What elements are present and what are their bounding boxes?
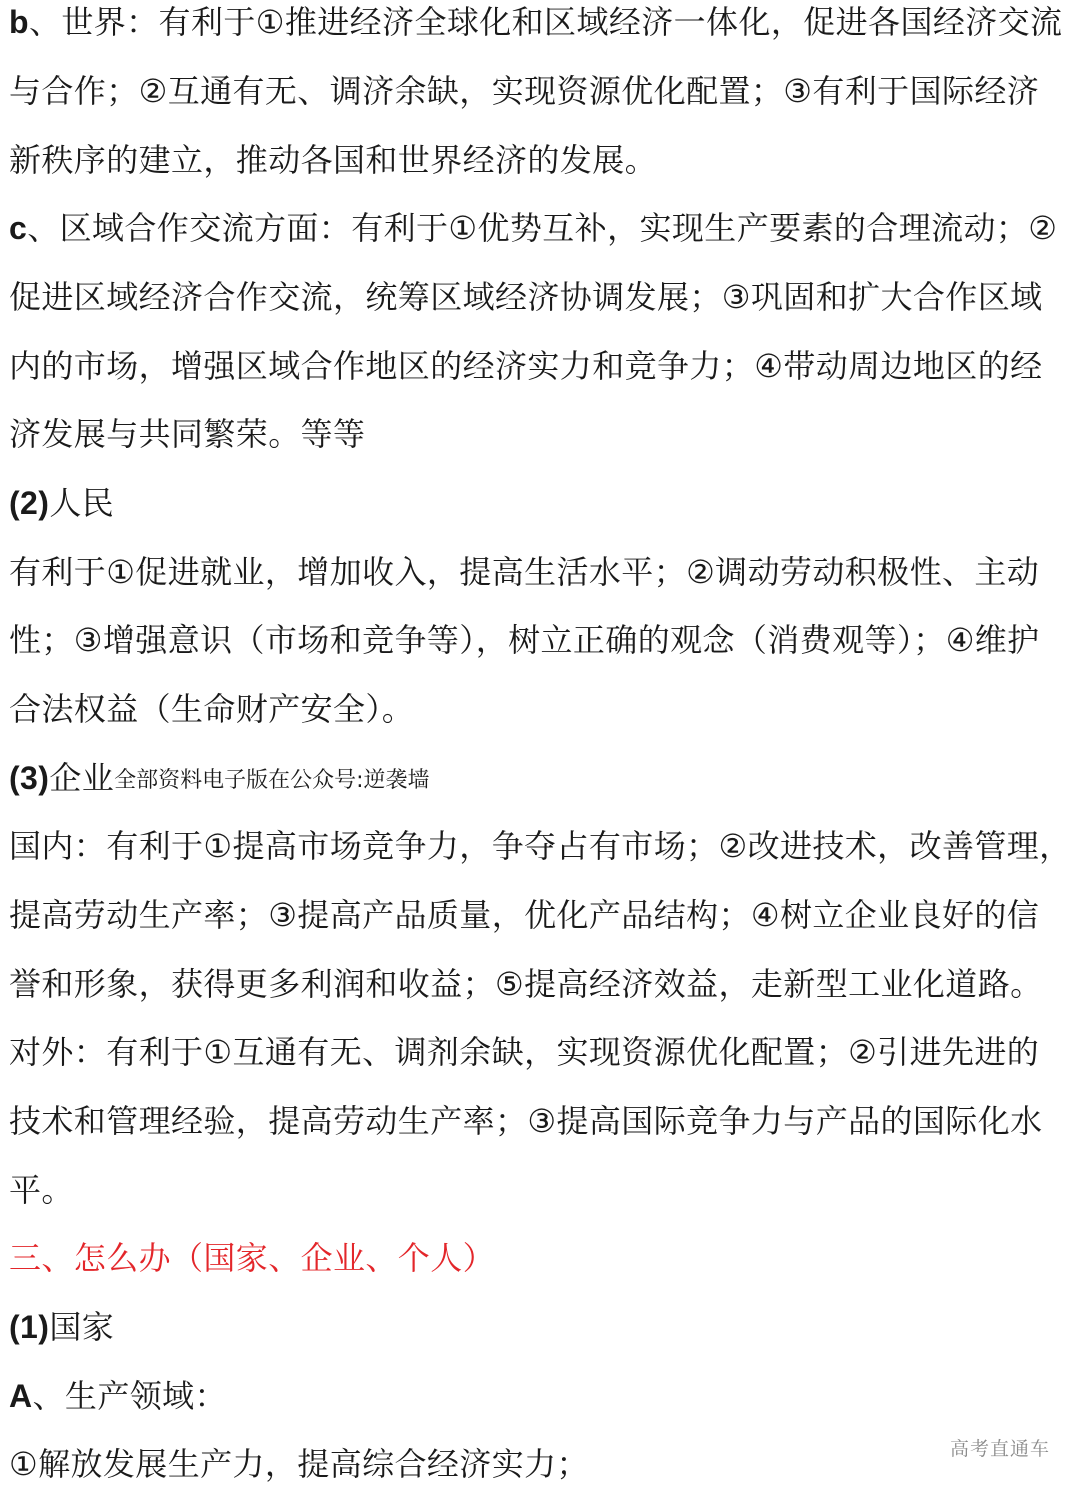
world-label: b	[9, 4, 29, 40]
enterprise-foreign-line-1: 对外：有利于①互通有无、调剂余缺，实现资源优化配置；②引进先进的	[9, 1033, 1040, 1071]
watermark-text: 高考直通车	[949, 1438, 1050, 1460]
people-num: (2)	[9, 485, 50, 521]
nation-num: (1)	[9, 1309, 50, 1345]
regional-line-3: 内的市场，增强区域合作地区的经济实力和竞争力；④带动周边地区的经	[9, 347, 1043, 385]
enterprise-note: 全部资料电子版在公众号:逆袭墙	[114, 768, 430, 793]
production-heading	[9, 1376, 227, 1416]
nation-heading	[9, 1307, 114, 1347]
people-title: 人民	[49, 484, 115, 522]
production-title: 、生产领域：	[32, 1377, 227, 1415]
regional-line-4: 济发展与共同繁荣。等等	[9, 415, 366, 453]
section-heading-what-to-do: 三、怎么办（国家、企业、个人）	[9, 1239, 496, 1277]
enterprise-domestic-line-1: 国内：有利于①提高市场竞争力，争夺占有市场；②改进技术，改善管理，	[9, 827, 1072, 865]
world-line-3: 新秩序的建立，推动各国和世界经济的发展。	[9, 141, 658, 179]
production-item-1: ①解放发展生产力，提高综合经济实力；	[9, 1445, 589, 1483]
production-label: A	[9, 1378, 33, 1414]
enterprise-num: (3)	[9, 760, 50, 796]
nation-title: 国家	[49, 1308, 115, 1346]
enterprise-domestic-line-3: 誉和形象，获得更多利润和收益；⑤提高经济效益，走新型工业化道路。	[9, 965, 1043, 1003]
people-heading	[9, 483, 114, 523]
people-line-2: 性；③增强意识（市场和竞争等），树立正确的观念（消费观等）；④维护	[9, 621, 1040, 659]
people-line-3: 合法权益（生命财产安全）。	[9, 690, 415, 728]
enterprise-domestic-line-2: 提高劳动生产率；③提高产品质量，优化产品结构；④树立企业良好的信	[9, 896, 1040, 934]
enterprise-foreign-line-3: 平。	[9, 1171, 74, 1209]
world-line-1: b、世界：有利于①推进经济全球化和区域经济一体化，促进各国经济交流	[9, 3, 1063, 41]
people-line-1: 有利于①促进就业，增加收入，提高生活水平；②调动劳动积极性、主动	[9, 553, 1040, 591]
regional-label: c	[9, 210, 28, 246]
enterprise-foreign-line-2: 技术和管理经验，提高劳动生产率；③提高国际竞争力与产品的国际化水	[9, 1102, 1043, 1140]
enterprise-heading	[9, 758, 430, 798]
regional-line-2: 促进区域经济合作交流，统筹区域经济协调发展；③巩固和扩大合作区域	[9, 278, 1043, 316]
regional-line-1: c、区域合作交流方面：有利于①优势互补，实现生产要素的合理流动；②	[9, 209, 1058, 247]
world-line-2: 与合作；②互通有无、调济余缺，实现资源优化配置；③有利于国际经济	[9, 72, 1040, 110]
enterprise-title: 企业	[49, 759, 115, 797]
